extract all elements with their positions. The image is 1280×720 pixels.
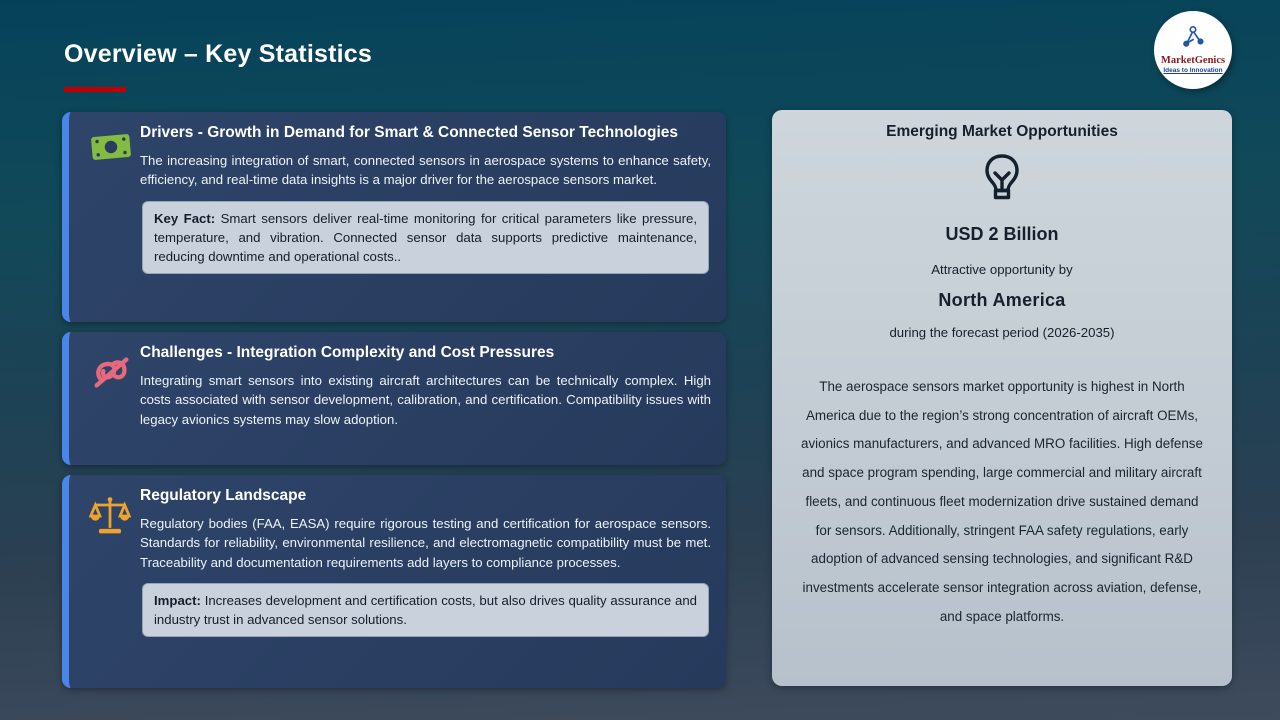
regulatory-card-body: Regulatory bodies (FAA, EASA) require rigorous testing and certification for aerospace sensors. Standards for reliability, environmental resilience, and electromagnetic compatibility must be met. Traceability and documentation requirements add layers to compliance processes. — [140, 516, 711, 570]
logo-name: MarketGenics — [1160, 55, 1226, 66]
key-fact-label: Key Fact: — [154, 210, 216, 226]
impact-label: Impact: — [154, 592, 201, 608]
marketgenics-logo — [1154, 11, 1232, 89]
opportunity-region: North America — [938, 290, 1066, 310]
opportunity-panel-title: Emerging Market Opportunities — [886, 123, 1118, 140]
challenges-card-title: Challenges - Integration Complexity and Cost Pressures — [140, 344, 555, 361]
opportunity-value: USD 2 Billion — [945, 224, 1059, 244]
page-title: Overview – Key Statistics — [64, 40, 372, 68]
challenges-card-body: Integrating smart sensors into existing aircraft architectures can be technically complex. High costs associated with sensor development, calibration, and certification. Compatibility issues with legacy avionics systems may slow adoption. — [140, 373, 711, 427]
regulatory-card-title: Regulatory Landscape — [140, 487, 307, 504]
drivers-card — [62, 112, 726, 322]
money-icon — [88, 127, 134, 173]
lightbulb-icon — [772, 153, 1232, 210]
impact-text: Increases development and certification costs, but also drives quality assurance and industry trust in advanced sensor solutions. — [154, 592, 697, 628]
key-fact-box — [142, 201, 709, 275]
challenges-card — [62, 332, 726, 465]
drivers-card-title: Drivers - Growth in Demand for Smart & Connected Sensor Technologies — [140, 124, 678, 141]
key-fact-text: Smart sensors deliver real-time monitoring for critical parameters like pressure, temperature, and vibration. Connected sensor data supports predictive maintenance, reducing downtime and operational costs.. — [154, 210, 697, 265]
opportunity-line1: Attractive opportunity by — [931, 262, 1073, 277]
opportunity-description: The aerospace sensors market opportunity is highest in North America due to the region’s strong concentration of aircraft OEMs, avionics manufacturers, and advanced MRO facilities. High defense and space program spending, large commercial and military aircraft fleets, and continuous fleet modernization drive sustained demand for sensors. Additionally, stringent FAA safety regulations, early adoption of advanced sensing technologies, and significant R&D investments accelerate sensor integration across aviation, defense, and space platforms. — [801, 379, 1203, 624]
logo-tagline: Ideas to Innovation — [1163, 67, 1223, 74]
opportunity-panel — [772, 110, 1232, 686]
impact-box — [142, 583, 709, 638]
title-underline — [64, 87, 126, 92]
opportunity-line2: during the forecast period (2026-2035) — [889, 325, 1115, 340]
knot-icon — [88, 349, 134, 395]
regulatory-card — [62, 475, 726, 688]
drivers-card-body: The increasing integration of smart, connected sensors in aerospace systems to enhance safety, efficiency, and real-time data insights is a major driver for the aerospace sensors market. — [140, 153, 711, 188]
molecule-icon — [1178, 25, 1208, 54]
scales-icon — [88, 494, 134, 540]
